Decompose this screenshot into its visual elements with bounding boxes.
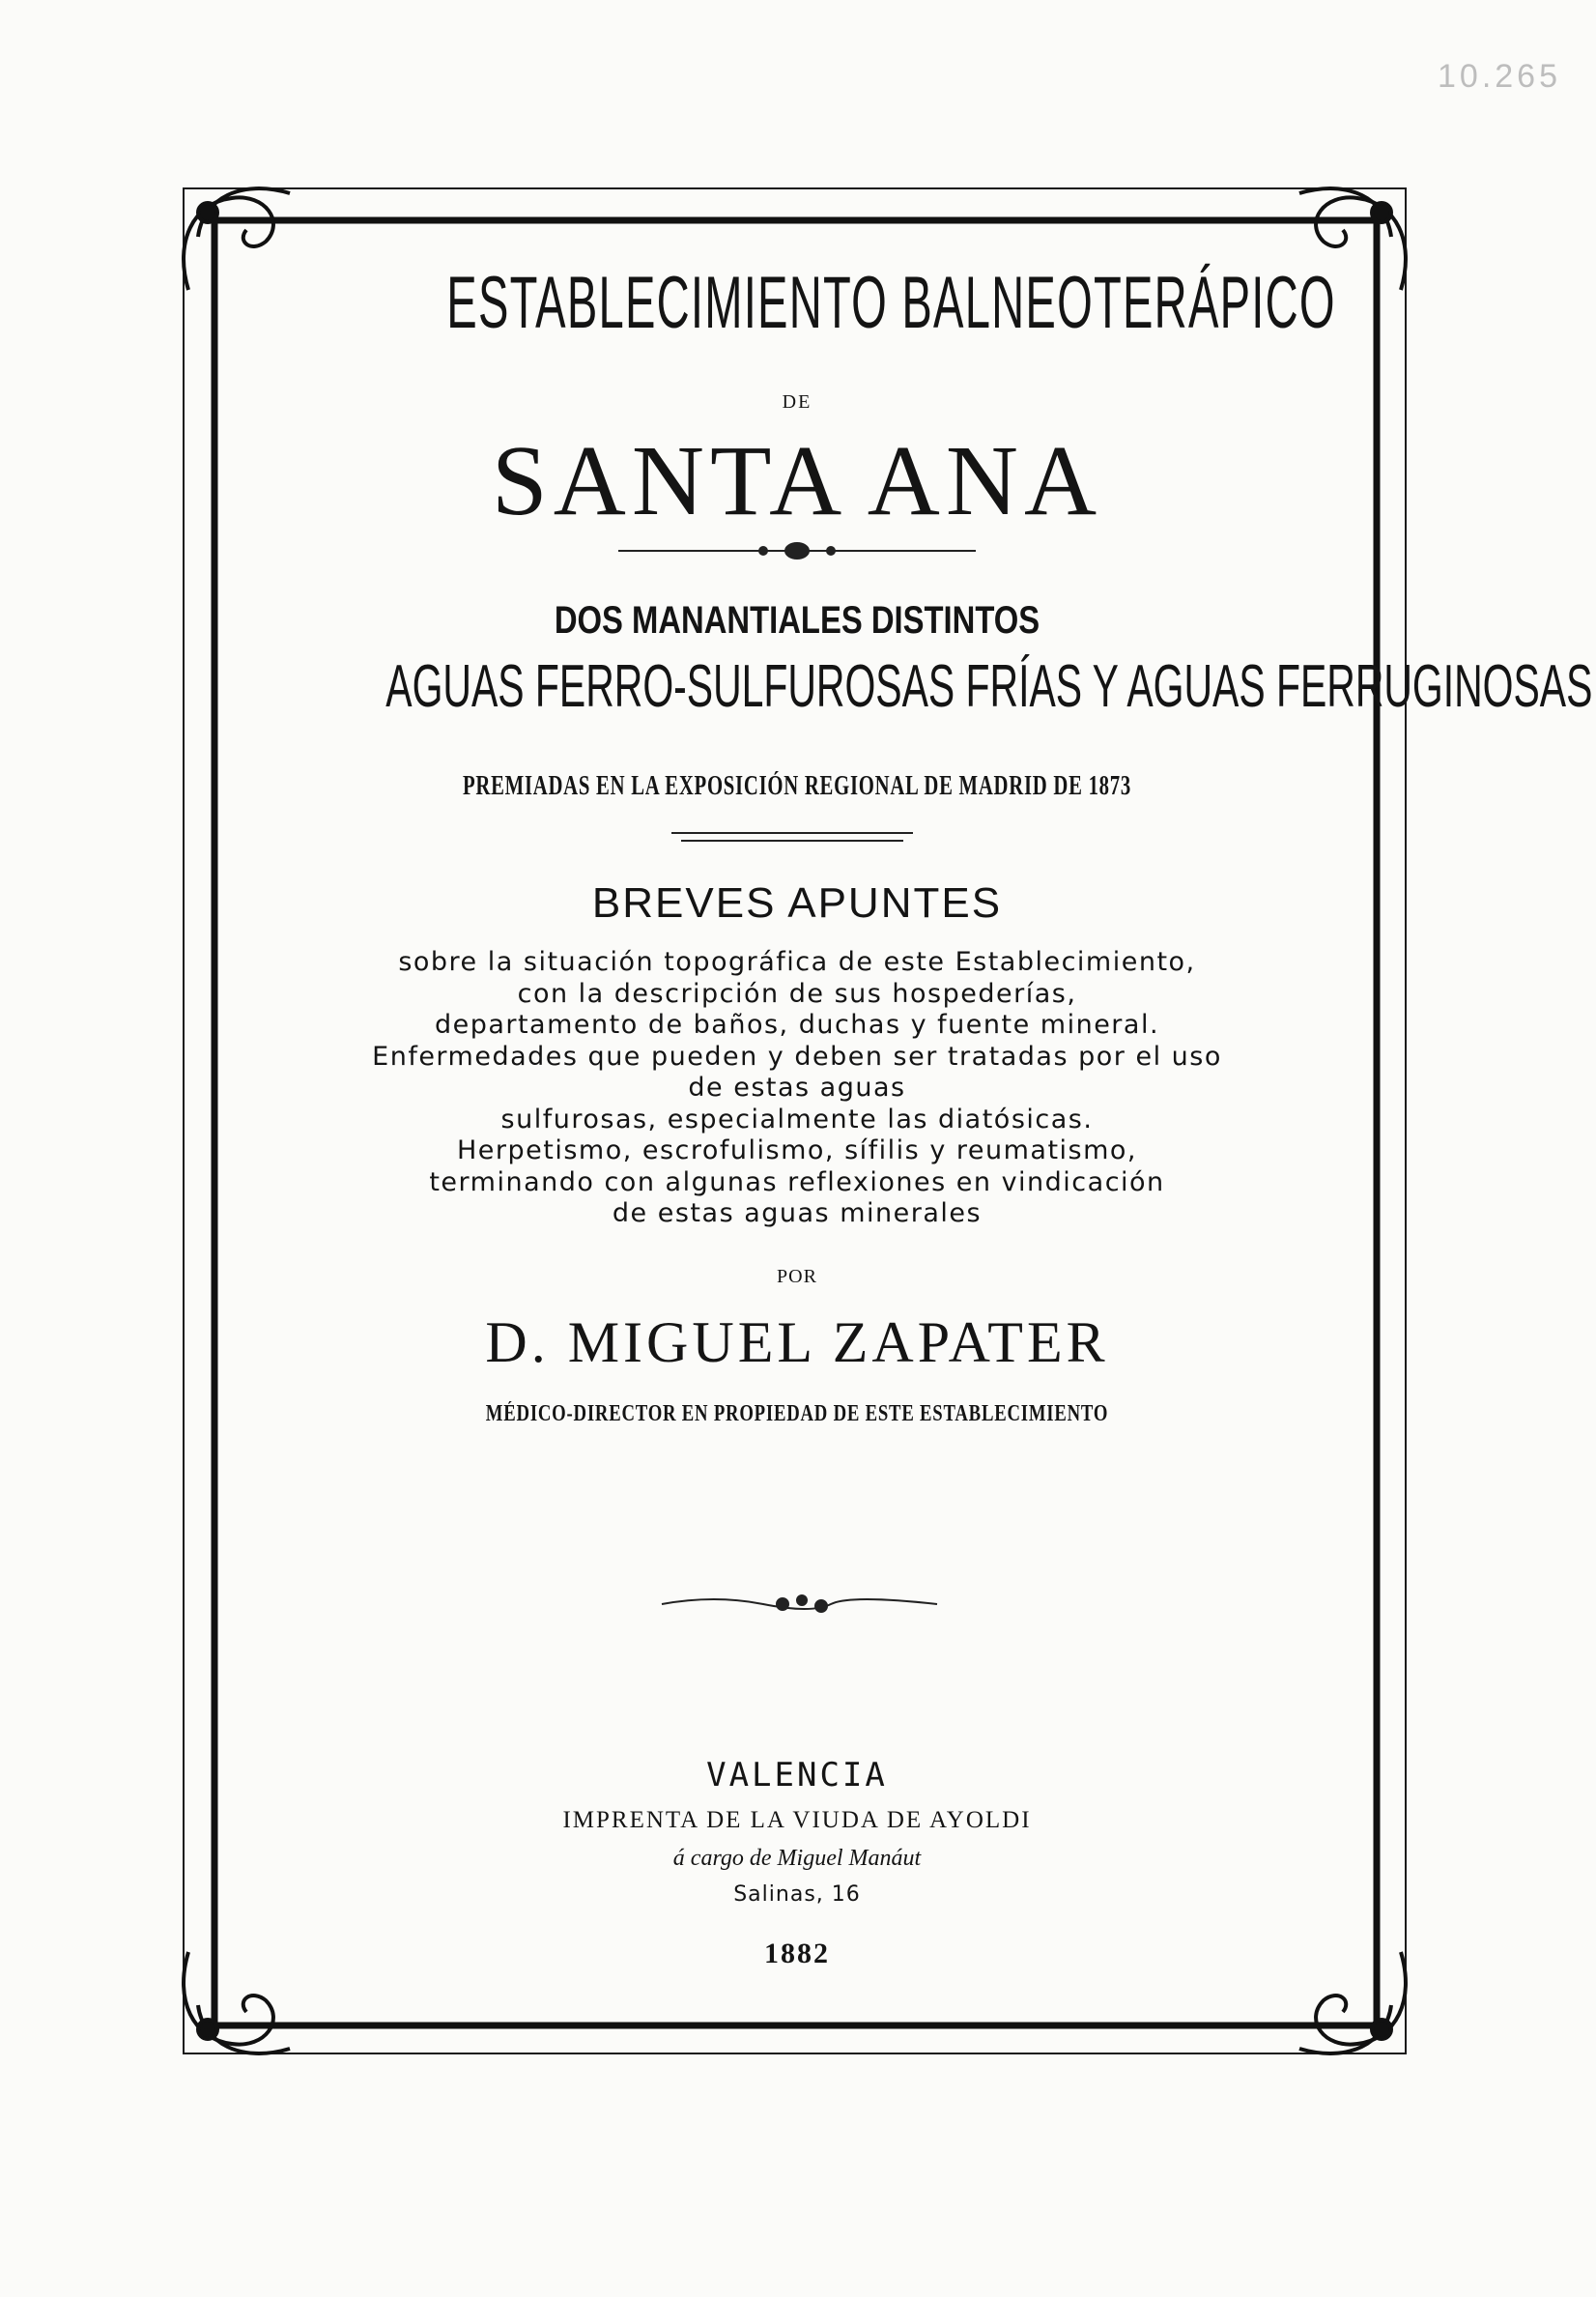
author-role: MÉDICO-DIRECTOR EN PROPIEDAD DE ESTE ESTABLECIMIENTO (485, 1401, 1109, 1426)
corner-ornament-tl (184, 188, 290, 290)
divider-ornament-1 (618, 543, 976, 559)
notes-line: sobre la situación topográfica de este Establecimiento, (398, 947, 1196, 977)
publication-year: 1882 (764, 1938, 830, 1969)
notes-line: con la descripción de sus hospederías, (517, 978, 1077, 1009)
notes-line: Enfermedades que pueden y deben ser tratadas por el uso (372, 1041, 1222, 1072)
notes-line: de estas aguas minerales (612, 1198, 983, 1228)
establishment-title: ESTABLECIMIENTO BALNEOTERÁPICO (446, 262, 1336, 344)
title-connector: DE (782, 391, 812, 413)
notes-description (203, 947, 1391, 1230)
imprint-street: Salinas, 16 (733, 1882, 861, 1907)
notes-line: Herpetismo, escrofulismo, sífilis y reumatismo, (456, 1135, 1138, 1165)
notes-line: sulfurosas, especialmente las diatósicas. (500, 1104, 1094, 1134)
author-by: POR (777, 1266, 817, 1287)
establishment-name: SANTA ANA (491, 425, 1103, 536)
vignette-ornament (662, 1595, 937, 1612)
archive-shelf-mark: 10.265 (1438, 58, 1561, 95)
double-rule (671, 833, 913, 841)
springs-heading: DOS MANANTIALES DISTINTOS (554, 599, 1040, 642)
imprint-printer: IMPRENTA DE LA VIUDA DE AYOLDI (562, 1807, 1032, 1833)
award-line: PREMIADAS EN LA EXPOSICIÓN REGIONAL DE MADRID DE 1873 (463, 771, 1131, 801)
author-name: D. MIGUEL ZAPATER (485, 1310, 1109, 1374)
notes-line: departamento de baños, duchas y fuente mineral. (434, 1010, 1160, 1040)
waters-description: AGUAS FERRO-SULFUROSAS FRÍAS Y AGUAS FERRUGINOSAS (385, 653, 1593, 720)
notes-line: terminando con algunas reflexiones en vindicación (429, 1166, 1165, 1197)
notes-heading: BREVES APUNTES (591, 879, 1003, 927)
imprint-agent: á cargo de Miguel Manáut (672, 1846, 922, 1871)
notes-line: de estas aguas (688, 1073, 906, 1103)
imprint-city: VALENCIA (706, 1756, 888, 1795)
